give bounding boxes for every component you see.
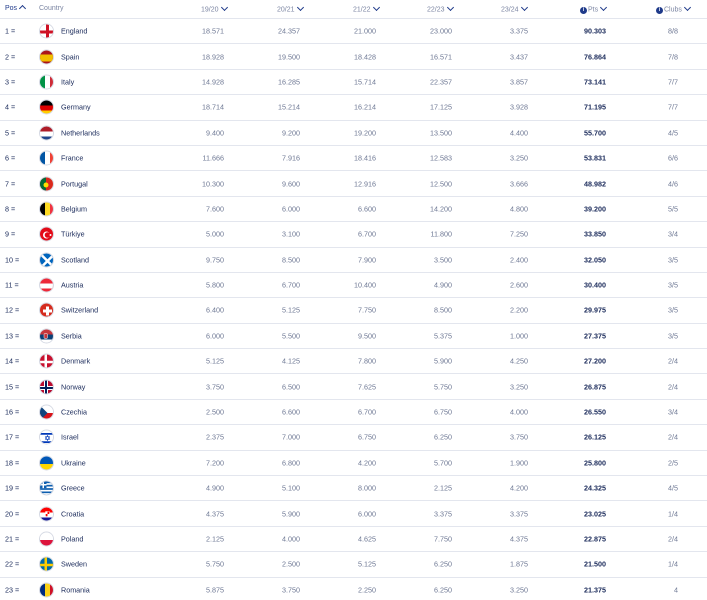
clubs-value: 7/8 xyxy=(668,52,678,62)
season-2122-value: 21.000 xyxy=(354,26,376,36)
points-value: 22.875 xyxy=(584,534,606,544)
season-2223-value: 6.750 xyxy=(434,407,452,417)
clubs-value: 2/4 xyxy=(668,432,678,442)
season-2021-value: 3.750 xyxy=(282,585,300,595)
position-label: 16 = xyxy=(5,407,20,417)
season-1920-value: 11.666 xyxy=(202,153,224,163)
position-label: 20 = xyxy=(5,509,20,519)
season-header-label: 21/22 xyxy=(353,6,371,14)
clubs-value: 7/7 xyxy=(668,102,678,112)
austria-flag-icon xyxy=(39,278,54,293)
clubs-value: 3/4 xyxy=(668,407,678,417)
country-name[interactable]: Austria xyxy=(61,280,84,290)
season-2324-value: 3.857 xyxy=(510,77,528,87)
season-2122-value: 7.900 xyxy=(358,255,376,265)
season-2223-value: 5.750 xyxy=(434,382,452,392)
clubs-value: 4/5 xyxy=(668,483,678,493)
points-value: 27.375 xyxy=(584,331,606,341)
season-1920-value: 2.375 xyxy=(206,432,224,442)
table-row[interactable] xyxy=(0,70,707,95)
italy-flag-icon xyxy=(39,74,54,89)
country-name[interactable]: Switzerland xyxy=(61,305,99,315)
points-value: 24.325 xyxy=(584,483,606,493)
season-2021-value: 6.800 xyxy=(282,458,300,468)
season-2021-value: 8.500 xyxy=(282,255,300,265)
season-1920-value: 9.400 xyxy=(206,128,224,138)
season-1920-value: 10.300 xyxy=(202,179,224,189)
sweden-flag-icon xyxy=(39,557,54,572)
season-2021-value: 5.900 xyxy=(282,509,300,519)
season-2021-value: 6.500 xyxy=(282,382,300,392)
table-row[interactable] xyxy=(0,527,707,552)
position-label: 1 = xyxy=(5,26,16,36)
table-row[interactable] xyxy=(0,44,707,69)
chevron-down-icon xyxy=(296,4,303,11)
country-name[interactable]: Norway xyxy=(61,382,86,392)
season-2122-value: 6.000 xyxy=(358,509,376,519)
sort-clubs-button[interactable] xyxy=(656,5,690,14)
country-name[interactable]: Poland xyxy=(61,534,84,544)
season-1920-value: 3.750 xyxy=(206,382,224,392)
season-2021-value: 6.600 xyxy=(282,407,300,417)
season-1920-value: 2.500 xyxy=(206,407,224,417)
season-1920-value: 5.000 xyxy=(206,229,224,239)
country-name[interactable]: England xyxy=(61,26,88,36)
season-1920-value: 9.750 xyxy=(206,255,224,265)
table-row[interactable] xyxy=(0,400,707,425)
season-2223-value: 5.375 xyxy=(434,331,452,341)
season-1920-value: 4.900 xyxy=(206,483,224,493)
country-name[interactable]: Croatia xyxy=(61,509,85,519)
season-1920-value: 6.000 xyxy=(206,331,224,341)
points-value: 27.200 xyxy=(584,356,606,366)
position-label: 12 = xyxy=(5,305,20,315)
season-header-label: 22/23 xyxy=(427,6,445,14)
sort-2324-button[interactable] xyxy=(501,5,527,14)
info-icon[interactable]: i xyxy=(580,7,587,14)
belgium-flag-icon xyxy=(39,201,54,216)
france-flag-icon xyxy=(39,151,54,166)
country-name[interactable]: Netherlands xyxy=(61,128,100,138)
country-name[interactable]: Denmark xyxy=(61,356,91,366)
points-value: 26.875 xyxy=(584,382,606,392)
points-value: 25.800 xyxy=(584,458,606,468)
position-label: 9 = xyxy=(5,229,16,239)
season-2122-value: 18.416 xyxy=(354,153,376,163)
season-2324-value: 3.437 xyxy=(510,52,528,62)
position-label: 14 = xyxy=(5,356,20,366)
sort-pts-button[interactable] xyxy=(580,5,606,14)
clubs-value: 2/4 xyxy=(668,534,678,544)
season-1920-value: 5.800 xyxy=(206,280,224,290)
season-header-label: 19/20 xyxy=(201,6,219,14)
chevron-up-icon xyxy=(19,5,26,12)
season-2324-value: 2.200 xyxy=(510,305,528,315)
chevron-down-icon xyxy=(684,4,691,11)
season-2324-value: 1.900 xyxy=(510,458,528,468)
pos-header-label: Pos xyxy=(5,5,18,12)
netherlands-flag-icon xyxy=(39,125,54,140)
chevron-down-icon xyxy=(520,4,527,11)
position-label: 17 = xyxy=(5,432,20,442)
table-row[interactable] xyxy=(0,298,707,323)
season-2122-value: 6.700 xyxy=(358,229,376,239)
country-name[interactable]: Scotland xyxy=(61,255,89,265)
country-name[interactable]: Sweden xyxy=(61,559,87,569)
points-value: 33.850 xyxy=(584,229,606,239)
chevron-down-icon xyxy=(220,4,227,11)
position-label: 5 = xyxy=(5,128,16,138)
season-2223-value: 14.200 xyxy=(430,204,452,214)
country-name[interactable]: Ukraine xyxy=(61,458,86,468)
position-label: 4 = xyxy=(5,102,16,112)
spain-flag-icon xyxy=(39,49,54,64)
season-1920-value: 5.125 xyxy=(206,356,224,366)
season-2021-value: 5.500 xyxy=(282,331,300,341)
clubs-value: 7/7 xyxy=(668,77,678,87)
country-header xyxy=(39,5,64,12)
table-row[interactable] xyxy=(0,121,707,146)
sort-pos-button[interactable] xyxy=(5,5,25,12)
position-label: 8 = xyxy=(5,204,16,214)
table-row[interactable] xyxy=(0,222,707,247)
season-2021-value: 4.125 xyxy=(282,356,300,366)
season-2021-value: 3.100 xyxy=(282,229,300,239)
season-2324-value: 3.928 xyxy=(510,102,528,112)
season-2223-value: 6.250 xyxy=(434,432,452,442)
season-2021-value: 19.500 xyxy=(278,52,300,62)
table-row[interactable] xyxy=(0,578,707,600)
season-2122-value: 18.428 xyxy=(354,52,376,62)
points-value: 23.025 xyxy=(584,509,606,519)
season-2021-value: 15.214 xyxy=(278,102,300,112)
season-2122-value: 6.600 xyxy=(358,204,376,214)
season-2223-value: 3.375 xyxy=(434,509,452,519)
season-2122-value: 6.750 xyxy=(358,432,376,442)
points-value: 30.400 xyxy=(584,280,606,290)
table-row[interactable] xyxy=(0,451,707,476)
clubs-value: 2/4 xyxy=(668,356,678,366)
season-2223-value: 7.750 xyxy=(434,534,452,544)
season-2324-value: 4.200 xyxy=(510,483,528,493)
clubs-value: 6/6 xyxy=(668,153,678,163)
season-2021-value: 24.357 xyxy=(278,26,300,36)
position-label: 13 = xyxy=(5,331,20,341)
czechia-flag-icon xyxy=(39,405,54,420)
romania-flag-icon xyxy=(39,582,54,597)
points-value: 26.125 xyxy=(584,432,606,442)
position-label: 15 = xyxy=(5,382,20,392)
season-2223-value: 5.700 xyxy=(434,458,452,468)
season-2324-value: 4.000 xyxy=(510,407,528,417)
serbia-flag-icon xyxy=(39,328,54,343)
country-header-label: Country xyxy=(39,5,64,12)
position-label: 11 = xyxy=(5,280,19,290)
season-2122-value: 19.200 xyxy=(354,128,376,138)
season-2223-value: 23.000 xyxy=(430,26,452,36)
clubs-value: 3/5 xyxy=(668,305,678,315)
table-header xyxy=(0,0,707,19)
season-2223-value: 11.800 xyxy=(430,229,452,239)
season-1920-value: 18.571 xyxy=(202,26,224,36)
season-2223-value: 4.900 xyxy=(434,280,452,290)
season-2324-value: 3.375 xyxy=(510,509,528,519)
table-row[interactable] xyxy=(0,552,707,577)
season-2021-value: 16.285 xyxy=(278,77,300,87)
season-2223-value: 22.357 xyxy=(430,77,452,87)
position-label: 6 = xyxy=(5,153,16,163)
season-2324-value: 4.250 xyxy=(510,356,528,366)
season-2122-value: 6.700 xyxy=(358,407,376,417)
season-2122-value: 15.714 xyxy=(354,77,376,87)
pts-header-label: Pts xyxy=(588,6,599,14)
croatia-flag-icon xyxy=(39,506,54,521)
country-name[interactable]: Belgium xyxy=(61,204,87,214)
table-row[interactable] xyxy=(0,501,707,526)
season-2223-value: 6.250 xyxy=(434,585,452,595)
season-header-label: 20/21 xyxy=(277,6,295,14)
season-2021-value: 9.200 xyxy=(282,128,300,138)
country-name[interactable]: Serbia xyxy=(61,331,82,341)
table-row[interactable] xyxy=(0,324,707,349)
position-label: 22 = xyxy=(5,559,20,569)
season-header-label: 23/24 xyxy=(501,6,519,14)
position-label: 23 = xyxy=(5,585,20,595)
season-2122-value: 12.916 xyxy=(354,179,376,189)
season-2223-value: 2.125 xyxy=(434,483,452,493)
points-value: 71.195 xyxy=(584,102,606,112)
turkiye-flag-icon xyxy=(39,227,54,242)
position-label: 21 = xyxy=(5,534,20,544)
season-2122-value: 8.000 xyxy=(358,483,376,493)
clubs-value: 3/5 xyxy=(668,255,678,265)
table-row[interactable] xyxy=(0,197,707,222)
season-2122-value: 16.214 xyxy=(354,102,376,112)
season-1920-value: 5.750 xyxy=(206,559,224,569)
table-row[interactable] xyxy=(0,349,707,374)
season-2021-value: 7.000 xyxy=(282,432,300,442)
clubs-value: 4/5 xyxy=(668,128,678,138)
table-row[interactable] xyxy=(0,171,707,196)
season-2021-value: 9.600 xyxy=(282,179,300,189)
norway-flag-icon xyxy=(39,379,54,394)
season-2324-value: 2.600 xyxy=(510,280,528,290)
season-2122-value: 7.625 xyxy=(358,382,376,392)
points-value: 90.303 xyxy=(584,26,606,36)
season-2223-value: 8.500 xyxy=(434,305,452,315)
country-name[interactable]: Türkiye xyxy=(61,229,85,239)
season-2122-value: 7.800 xyxy=(358,356,376,366)
ukraine-flag-icon xyxy=(39,455,54,470)
points-value: 26.550 xyxy=(584,407,606,417)
country-name[interactable]: Portugal xyxy=(61,179,88,189)
season-2122-value: 4.625 xyxy=(358,534,376,544)
season-1920-value: 18.928 xyxy=(202,52,224,62)
israel-flag-icon xyxy=(39,430,54,445)
sort-2122-button[interactable] xyxy=(353,5,379,14)
denmark-flag-icon xyxy=(39,354,54,369)
season-2122-value: 5.125 xyxy=(358,559,376,569)
points-value: 29.975 xyxy=(584,305,606,315)
info-icon[interactable]: i xyxy=(656,7,663,14)
season-2324-value: 7.250 xyxy=(510,229,528,239)
clubs-value: 4/6 xyxy=(668,179,678,189)
season-2223-value: 17.125 xyxy=(430,102,452,112)
points-value: 48.982 xyxy=(584,179,606,189)
chevron-down-icon xyxy=(600,4,607,11)
season-2223-value: 13.500 xyxy=(430,128,452,138)
season-2223-value: 12.583 xyxy=(430,153,452,163)
position-label: 2 = xyxy=(5,52,16,62)
season-2223-value: 3.500 xyxy=(434,255,452,265)
season-2021-value: 5.125 xyxy=(282,305,300,315)
season-2021-value: 4.000 xyxy=(282,534,300,544)
season-2021-value: 2.500 xyxy=(282,559,300,569)
table-body xyxy=(0,19,707,600)
germany-flag-icon xyxy=(39,100,54,115)
country-name[interactable]: Romania xyxy=(61,585,90,595)
season-2122-value: 4.200 xyxy=(358,458,376,468)
clubs-value: 2/5 xyxy=(668,458,678,468)
scotland-flag-icon xyxy=(39,252,54,267)
table-row[interactable] xyxy=(0,248,707,273)
greece-flag-icon xyxy=(39,481,54,496)
season-2324-value: 4.375 xyxy=(510,534,528,544)
season-1920-value: 5.875 xyxy=(206,585,224,595)
table-row[interactable] xyxy=(0,273,707,298)
season-2021-value: 6.000 xyxy=(282,204,300,214)
season-2324-value: 1.875 xyxy=(510,559,528,569)
country-name[interactable]: Spain xyxy=(61,52,80,62)
clubs-value: 3/4 xyxy=(668,229,678,239)
season-2324-value: 4.800 xyxy=(510,204,528,214)
clubs-value: 3/5 xyxy=(668,280,678,290)
season-2223-value: 5.900 xyxy=(434,356,452,366)
season-2324-value: 2.400 xyxy=(510,255,528,265)
season-2324-value: 3.250 xyxy=(510,382,528,392)
country-name[interactable]: France xyxy=(61,153,84,163)
clubs-value: 4 xyxy=(674,585,678,595)
season-2122-value: 2.250 xyxy=(358,585,376,595)
sort-1920-button[interactable] xyxy=(201,5,227,14)
season-2021-value: 6.700 xyxy=(282,280,300,290)
points-value: 55.700 xyxy=(584,128,606,138)
season-2122-value: 10.400 xyxy=(354,280,376,290)
country-name[interactable]: Czechia xyxy=(61,407,87,417)
chevron-down-icon xyxy=(372,4,379,11)
season-2122-value: 9.500 xyxy=(358,331,376,341)
season-1920-value: 4.375 xyxy=(206,509,224,519)
season-1920-value: 6.400 xyxy=(206,305,224,315)
season-2324-value: 3.250 xyxy=(510,153,528,163)
season-2223-value: 6.250 xyxy=(434,559,452,569)
country-name[interactable]: Italy xyxy=(61,77,75,87)
country-name[interactable]: Germany xyxy=(61,102,91,112)
chevron-down-icon xyxy=(446,4,453,11)
clubs-value: 2/4 xyxy=(668,382,678,392)
position-label: 7 = xyxy=(5,179,16,189)
portugal-flag-icon xyxy=(39,176,54,191)
table-row[interactable] xyxy=(0,19,707,44)
season-2324-value: 3.250 xyxy=(510,585,528,595)
season-2324-value: 3.666 xyxy=(510,179,528,189)
points-value: 76.864 xyxy=(584,52,606,62)
clubs-value: 5/5 xyxy=(668,204,678,214)
england-flag-icon xyxy=(39,24,54,39)
table-row[interactable] xyxy=(0,425,707,450)
season-2021-value: 7.916 xyxy=(282,153,300,163)
table-row[interactable] xyxy=(0,374,707,399)
position-label: 19 = xyxy=(5,483,20,493)
points-value: 53.831 xyxy=(584,153,606,163)
clubs-header-label: Clubs xyxy=(664,6,682,14)
clubs-value: 3/5 xyxy=(668,331,678,341)
season-2223-value: 12.500 xyxy=(430,179,452,189)
season-1920-value: 7.600 xyxy=(206,204,224,214)
season-2324-value: 3.750 xyxy=(510,432,528,442)
clubs-value: 1/4 xyxy=(668,509,678,519)
table-row[interactable] xyxy=(0,146,707,171)
clubs-value: 1/4 xyxy=(668,559,678,569)
season-2223-value: 16.571 xyxy=(430,52,452,62)
season-2324-value: 4.400 xyxy=(510,128,528,138)
season-1920-value: 18.714 xyxy=(202,102,224,112)
country-name[interactable]: Greece xyxy=(61,483,85,493)
season-2021-value: 5.100 xyxy=(282,483,300,493)
season-1920-value: 14.928 xyxy=(202,77,224,87)
points-value: 32.050 xyxy=(584,255,606,265)
points-value: 21.500 xyxy=(584,559,606,569)
position-label: 10 = xyxy=(5,255,20,265)
points-value: 21.375 xyxy=(584,585,606,595)
position-label: 18 = xyxy=(5,458,20,468)
season-2122-value: 7.750 xyxy=(358,305,376,315)
clubs-value: 8/8 xyxy=(668,26,678,36)
points-value: 73.141 xyxy=(584,77,606,87)
season-1920-value: 2.125 xyxy=(206,534,224,544)
poland-flag-icon xyxy=(39,532,54,547)
position-label: 3 = xyxy=(5,77,16,87)
season-2324-value: 1.000 xyxy=(510,331,528,341)
switzerland-flag-icon xyxy=(39,303,54,318)
points-value: 39.200 xyxy=(584,204,606,214)
season-1920-value: 7.200 xyxy=(206,458,224,468)
table-row[interactable] xyxy=(0,95,707,120)
table-row[interactable] xyxy=(0,476,707,501)
sort-2223-button[interactable] xyxy=(427,5,453,14)
sort-2021-button[interactable] xyxy=(277,5,303,14)
country-name[interactable]: Israel xyxy=(61,432,79,442)
season-2324-value: 3.375 xyxy=(510,26,528,36)
